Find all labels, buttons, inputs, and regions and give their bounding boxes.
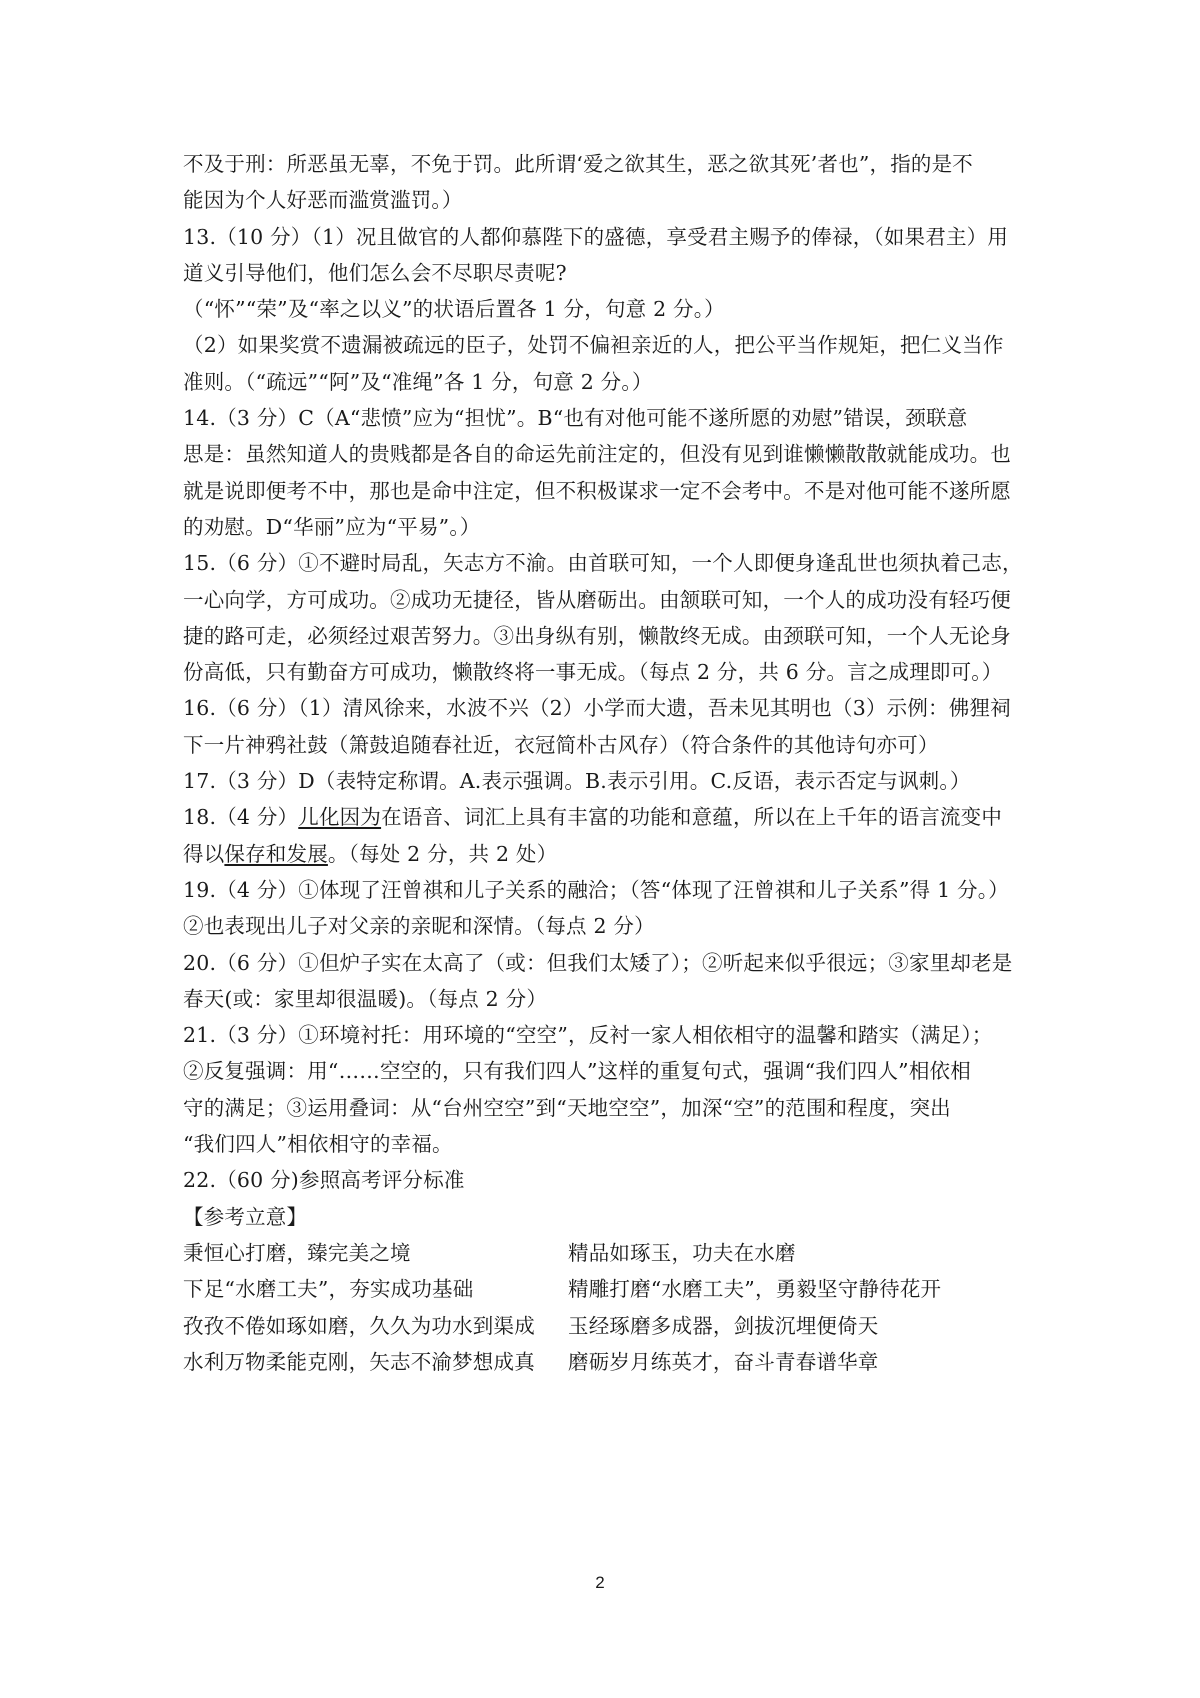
text-line: 21.（3 分）①环境衬托：用环境的“空空”，反衬一家人相依相守的温馨和踏实（满足）； xyxy=(183,1023,993,1048)
page-number: 2 xyxy=(595,1573,605,1592)
text-line: 14.（3 分）C（A“悲愤”应为“担忧”。B“也有对他可能不遂所愿的劝慰”错误，颈联意 xyxy=(183,406,968,431)
answer-18-text: 在语音、词汇上具有丰富的功能和意蕴，所以在上千年的语言流变中 xyxy=(381,805,1003,830)
underlined-answer: 保存和发展 xyxy=(224,841,328,866)
text-line: 17.（3 分）D（表特定称谓。A.表示强调。B.表示引用。C.反语，表示否定与讽刺。） xyxy=(183,769,971,794)
text-line: 22.（60 分)参照高考评分标准 xyxy=(183,1168,465,1193)
answer-18-prefix: 18.（4 分） xyxy=(183,805,299,830)
text-line: 准则。（“疏远”“阿”及“准绳”各 1 分，句意 2 分。） xyxy=(183,369,653,394)
text-line: “我们四人”相依相守的幸福。 xyxy=(183,1132,453,1157)
text-line: 思是：虽然知道人的贵贱都是各自的命运先前注定的，但没有见到谁懒懒散散就能成功。也 xyxy=(183,442,1011,467)
answer-key-body xyxy=(183,146,1033,1380)
text-line: 春天(或：家里却很温暖)。（每点 2 分） xyxy=(183,986,548,1011)
text-line: （“怀”“荣”及“率之以义”的状语后置各 1 分，句意 2 分。） xyxy=(183,297,725,322)
text-line: 能因为个人好恶而滥赏滥罚。） xyxy=(183,188,463,213)
answer-18-text: 。（每处 2 分，共 2 处） xyxy=(327,841,558,866)
topic-item: 下足“水磨工夫”，夯实成功基础 xyxy=(183,1277,474,1302)
text-line: 不及于刑：所恶虽无辜，不免于罚。此所谓‘爱之欲其生，恶之欲其死’者也”，指的是不 xyxy=(183,152,974,176)
underlined-answer: 儿化因为 xyxy=(298,805,382,830)
text-line: 15.（6 分）①不避时局乱，矢志方不渝。由首联可知，一个人即便身逢乱世也须执着己志， xyxy=(183,551,1023,576)
answer-18-line-2 xyxy=(183,836,1033,872)
answer-18-text: 得以 xyxy=(183,841,225,866)
text-line: 19.（4 分）①体现了汪曾祺和儿子关系的融洽；（答“体现了汪曾祺和儿子关系”得 1 分。） xyxy=(183,877,1009,902)
section-heading: 【参考立意】 xyxy=(183,1204,308,1229)
topic-item: 孜孜不倦如琢如磨，久久为功水到渠成 xyxy=(183,1313,535,1338)
text-line: 一心向学，方可成功。②成功无捷径，皆从磨砺出。由颔联可知，一个人的成功没有轻巧便 xyxy=(183,587,1011,612)
text-line: 下一片神鸦社鼓（箫鼓追随春社近，衣冠简朴古风存）（符合条件的其他诗句亦可） xyxy=(183,732,939,757)
text-line: 份高低，只有勤奋方可成功，懒散终将一事无成。（每点 2 分，共 6 分。言之成理即可。） xyxy=(183,660,1003,685)
answer-18-line-1 xyxy=(183,799,1033,835)
reference-topics-table xyxy=(183,1235,1033,1380)
text-line: 16.（6 分）（1）清风徐来，水波不兴（2）小学而大遗，吾未见其明也（3）示例：佛狸祠 xyxy=(183,696,1011,721)
text-line: 守的满足；③运用叠词：从“台州空空”到“天地空空”，加深“空”的范围和程度，突出 xyxy=(183,1095,951,1120)
text-line: ②反复强调：用“……空空的，只有我们四人”这样的重复句式，强调“我们四人”相依相 xyxy=(183,1059,971,1084)
topic-item: 精雕打磨“水磨工夫”，勇毅坚守静待花开 xyxy=(568,1277,942,1302)
text-line: 就是说即便考不中，那也是命中注定，但不积极谋求一定不会考中。不是对他可能不遂所愿 xyxy=(183,478,1011,503)
topic-item: 水利万物柔能克刚，矢志不渝梦想成真 xyxy=(183,1349,535,1374)
topic-item: 磨砺岁月练英才，奋斗青春谱华章 xyxy=(568,1349,879,1374)
text-line: ②也表现出儿子对父亲的亲昵和深情。（每点 2 分） xyxy=(183,914,655,939)
topic-item: 秉恒心打磨，臻完美之境 xyxy=(183,1240,411,1265)
text-line: （2）如果奖赏不遗漏被疏远的臣子，处罚不偏袒亲近的人，把公平当作规矩，把仁义当作 xyxy=(183,333,1004,358)
topic-item: 玉经琢磨多成器，剑拔沉埋便倚天 xyxy=(568,1313,879,1338)
text-line: 捷的路可走，必须经过艰苦努力。③出身纵有别，懒散终无成。由颈联可知，一个人无论身 xyxy=(183,623,1011,648)
text-line: 13.（10 分）（1）况且做官的人都仰慕陛下的盛德，享受君主赐予的俸禄，（如果君主）用 xyxy=(183,224,1009,249)
text-line: 的劝慰。D“华丽”应为“平易”。） xyxy=(183,514,481,539)
text-line: 20.（6 分）①但炉子实在太高了（或：但我们太矮了）；②听起来似乎很远；③家里却老是 xyxy=(183,950,1013,975)
text-line: 道义引导他们，他们怎么会不尽职尽责呢? xyxy=(183,260,567,285)
topic-item: 精品如琢玉，功夫在水磨 xyxy=(568,1240,796,1265)
